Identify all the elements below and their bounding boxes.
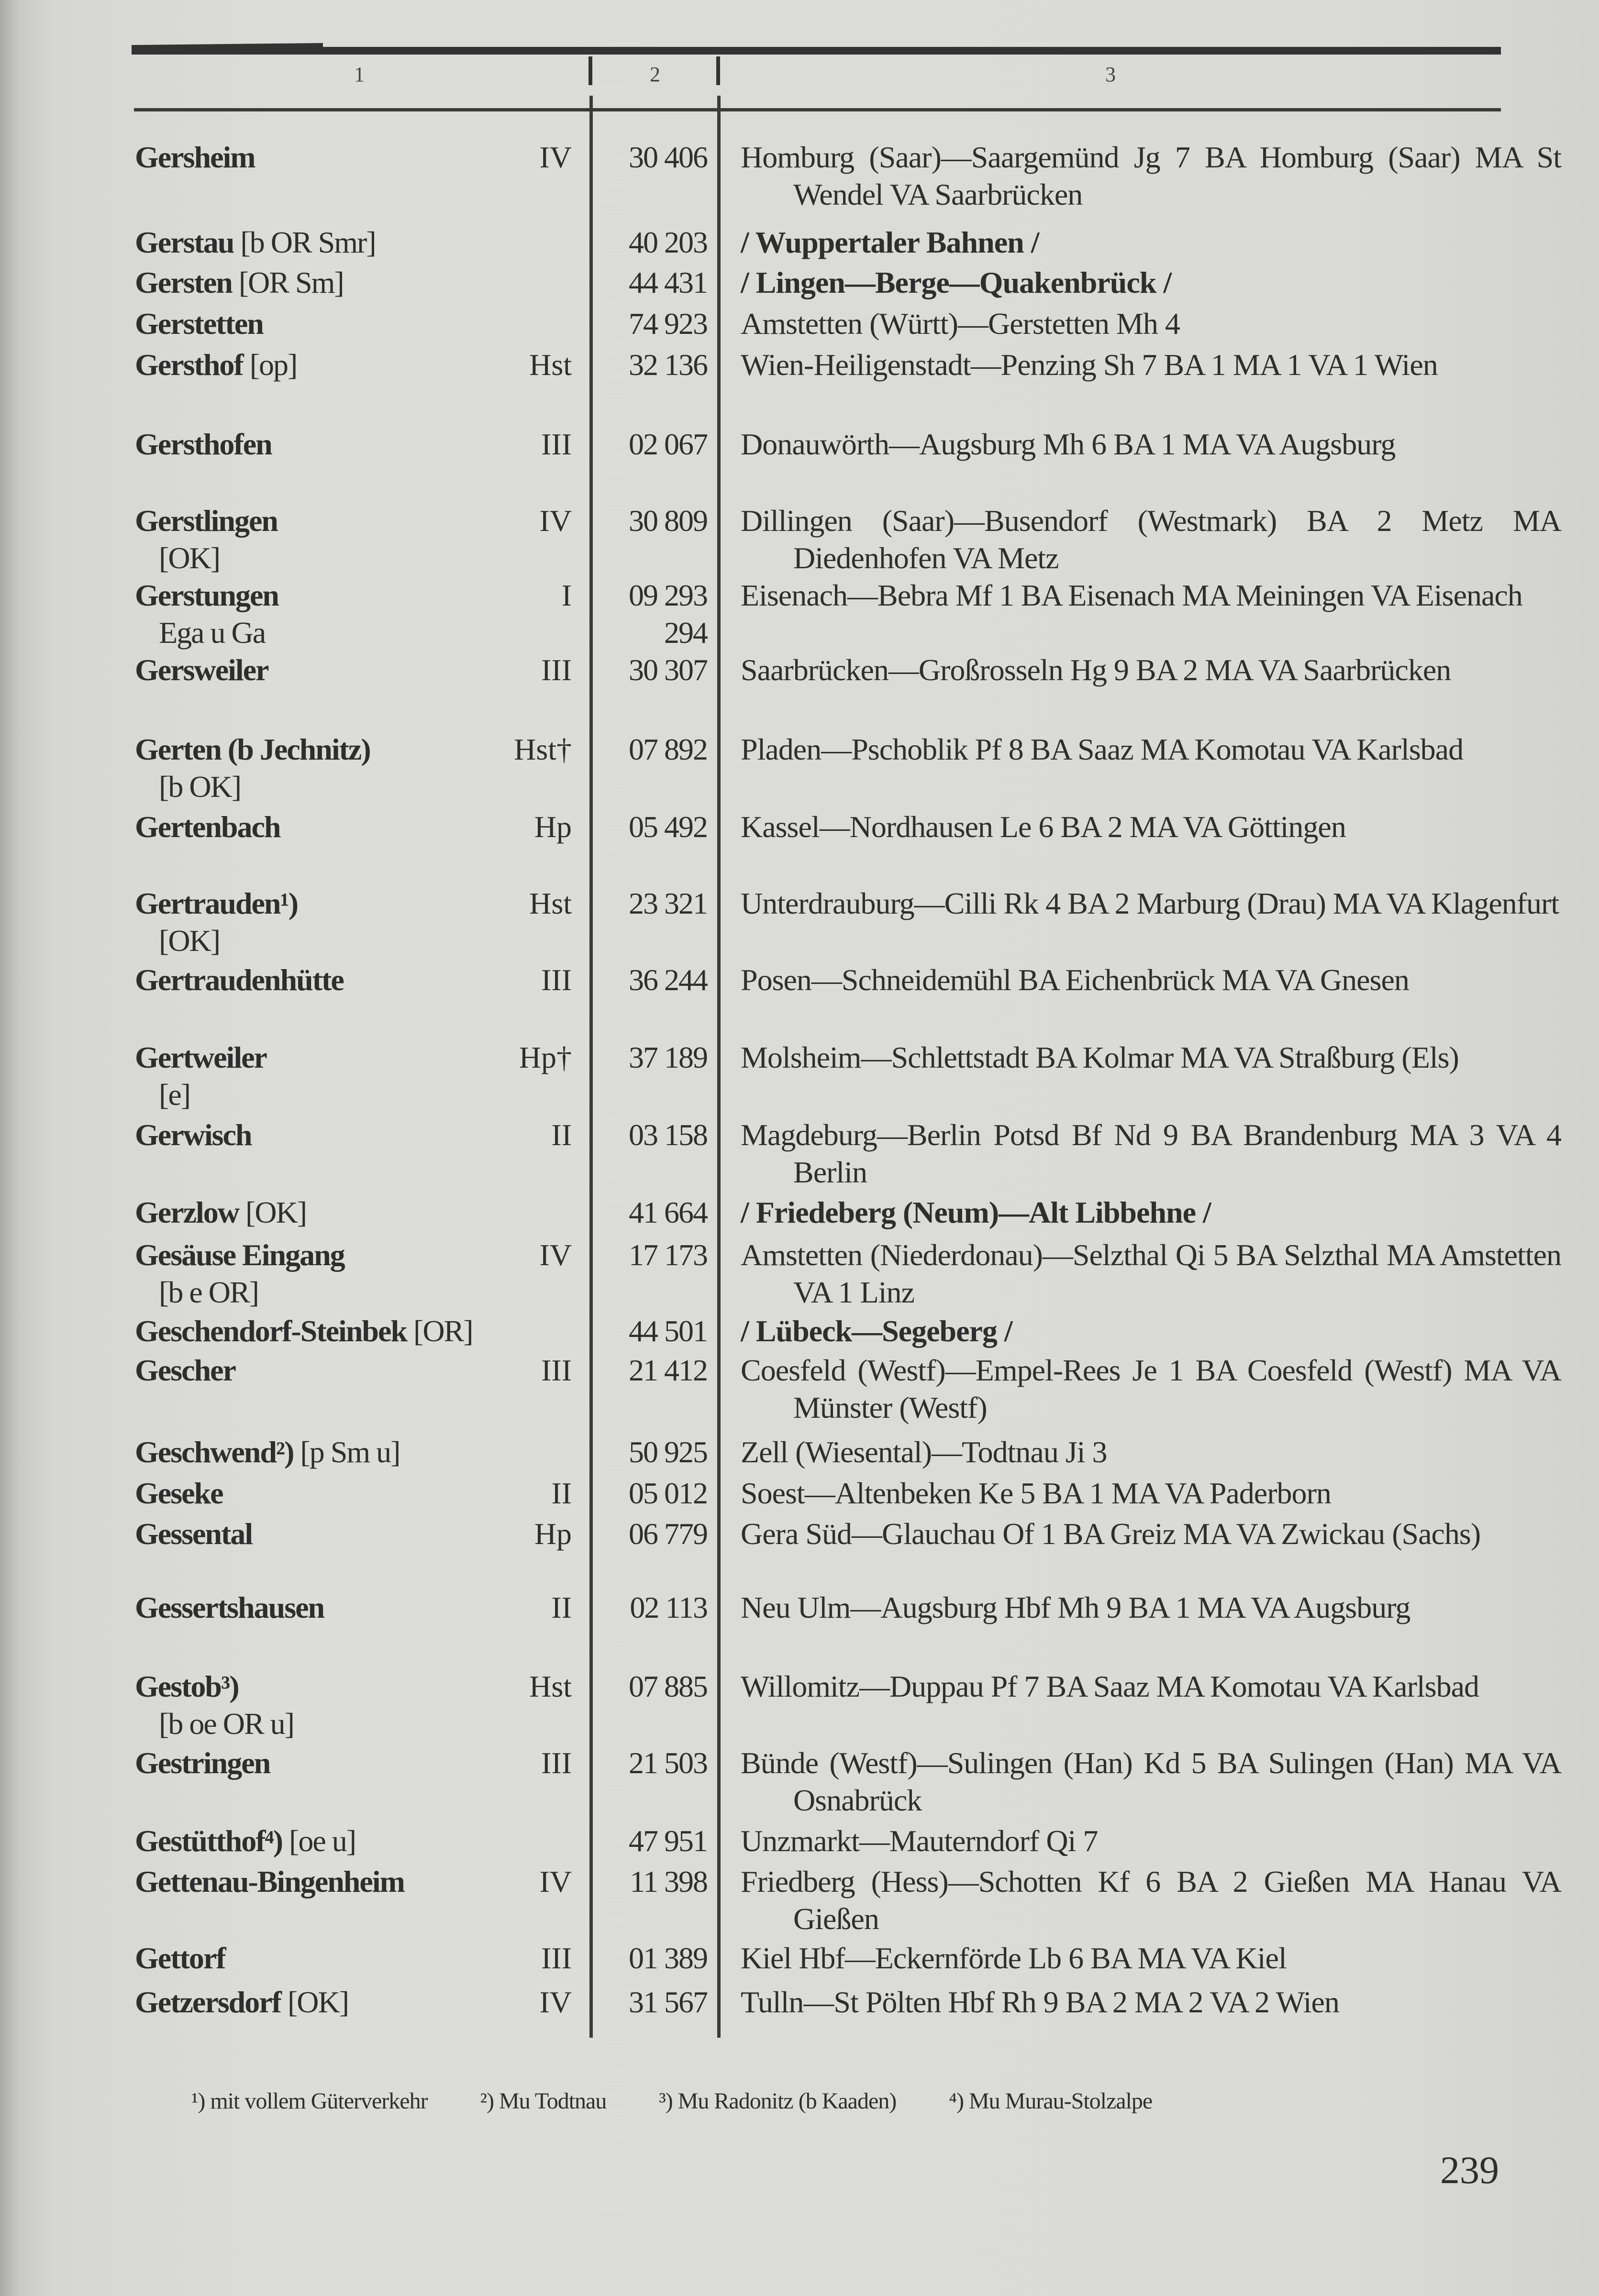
line-number-cell <box>598 1515 707 1553</box>
line-number-cell <box>598 731 707 768</box>
station-name: Gerstetten <box>135 307 263 341</box>
station-name: Gessental <box>135 1517 253 1551</box>
station-name: Gestütthof⁴) <box>135 1824 283 1858</box>
station-note: [OK] <box>287 1985 348 2019</box>
station-class: IV <box>539 1865 572 1899</box>
line-number: 06 779 <box>629 1517 707 1551</box>
station-name: Gersten <box>135 265 232 299</box>
header-top-rule <box>132 47 1501 55</box>
page-number: 239 <box>1440 2148 1499 2192</box>
station-class: III <box>541 1353 572 1387</box>
route-description: Donauwörth—Augsburg Mh 6 BA 1 MA VA Augsburg <box>741 427 1396 461</box>
header-bottom-rule <box>134 108 1501 111</box>
line-number: 03 158 <box>629 1118 707 1152</box>
line-number: 36 244 <box>629 963 707 997</box>
station-class: IV <box>539 1238 572 1272</box>
line-number: 32 136 <box>629 348 707 382</box>
station-name: Gestringen <box>135 1746 270 1780</box>
footnote: ¹) mit vollem Güterverkehr <box>191 2088 428 2114</box>
header-separator <box>716 56 720 85</box>
line-number: 05 492 <box>629 810 707 844</box>
line-number-cell <box>598 1313 707 1350</box>
station-note: [b e OR] <box>159 1275 258 1309</box>
station-class: III <box>541 1941 572 1975</box>
route-description: Homburg (Saar)—Saargemünd Jg 7 BA Homburg (Saar) MA St Wendel VA Saarbrücken <box>741 140 1561 211</box>
station-class: II <box>551 1590 572 1624</box>
line-number-cell <box>598 808 707 846</box>
route-description: / Wuppertaler Bahnen / <box>741 225 1039 259</box>
route-description: Wien-Heiligenstadt—Penzing Sh 7 BA 1 MA 1 VA 1 Wien <box>741 348 1438 382</box>
station-name: Gettorf <box>135 1941 225 1975</box>
station-name: Gerwisch <box>135 1118 252 1152</box>
route-description: Gera Süd—Glauchau Of 1 BA Greiz MA VA Zwickau (Sachs) <box>741 1517 1481 1551</box>
line-number: 01 389 <box>629 1941 707 1975</box>
station-name: Gersthofen <box>135 427 272 461</box>
line-number: 40 203 <box>629 225 707 259</box>
station-note: [b oe OR u] <box>159 1707 294 1741</box>
station-class: Hst <box>529 886 572 920</box>
line-number-cell <box>598 224 707 261</box>
line-number-cell <box>598 1475 707 1512</box>
line-number: 74 923 <box>629 307 707 341</box>
route-description: / Lingen—Berge—Quakenbrück / <box>741 265 1172 299</box>
line-number: 09 293 <box>629 578 707 612</box>
station-name: Gettenau-Bingenheim <box>135 1865 404 1899</box>
route-description: Amstetten (Württ)—Gerstetten Mh 4 <box>741 307 1180 341</box>
station-note: [OR Sm] <box>238 265 344 299</box>
line-number-cell <box>598 1668 707 1705</box>
station-name: Geseke <box>135 1476 223 1510</box>
station-name: Gertweiler <box>135 1040 266 1074</box>
line-number: 17 173 <box>629 1238 707 1272</box>
station-note: [e] <box>159 1078 190 1112</box>
line-number: 44 431 <box>629 265 707 299</box>
station-class: Hp† <box>519 1040 572 1074</box>
line-number-cell <box>598 577 707 651</box>
line-number-cell <box>598 264 707 301</box>
line-number: 30 406 <box>629 140 707 174</box>
station-class: III <box>541 653 572 687</box>
column-header-3: 3 <box>1105 63 1116 86</box>
station-class: IV <box>539 504 572 538</box>
route-description: Eisenach—Bebra Mf 1 BA Eisenach MA Meiningen VA Eisenach <box>741 578 1522 612</box>
station-class: II <box>551 1476 572 1510</box>
line-number-cell <box>598 426 707 463</box>
route-description: Kassel—Nordhausen Le 6 BA 2 MA VA Göttingen <box>741 810 1346 844</box>
station-name: Gertraudenhütte <box>135 963 344 997</box>
line-number: 07 885 <box>629 1669 707 1703</box>
line-number-cell <box>598 1116 707 1154</box>
station-name: Gerzlow <box>135 1195 239 1229</box>
station-name-cell <box>135 1194 566 1231</box>
station-name-cell <box>135 1313 566 1350</box>
line-number-cell <box>598 1434 707 1471</box>
route-description: Magdeburg—Berlin Potsd Bf Nd 9 BA Brandenburg MA 3 VA 4 Berlin <box>741 1118 1561 1189</box>
station-name: Gersheim <box>135 140 255 174</box>
line-number-cell <box>598 1940 707 1977</box>
station-class: III <box>541 963 572 997</box>
route-description: Pladen—Pschoblik Pf 8 BA Saaz MA Komotau VA Karlsbad <box>741 732 1464 766</box>
line-number-cell <box>598 961 707 999</box>
station-class: Hst <box>529 348 572 382</box>
line-number: 11 398 <box>630 1865 707 1899</box>
line-number: 07 892 <box>629 732 707 766</box>
station-note: [p Sm u] <box>300 1435 400 1469</box>
line-number: 41 664 <box>629 1195 707 1229</box>
line-number-cell <box>598 305 707 342</box>
station-name-cell <box>135 224 566 261</box>
station-name: Geschendorf-Steinbek <box>135 1314 407 1348</box>
line-number: 30 307 <box>629 653 707 687</box>
station-note: [op] <box>249 348 297 382</box>
station-name: Gerstau <box>135 225 234 259</box>
route-description: Bünde (Westf)—Sulingen (Han) Kd 5 BA Sulingen (Han) MA VA Osnabrück <box>741 1746 1561 1817</box>
route-description: Posen—Schneidemühl BA Eichenbrück MA VA Gnesen <box>741 963 1409 997</box>
station-name-cell <box>135 1822 566 1860</box>
route-description: Molsheim—Schlettstadt BA Kolmar MA VA Straßburg (Els) <box>741 1040 1459 1074</box>
column-header-2: 2 <box>650 63 660 86</box>
route-description: Tulln—St Pölten Hbf Rh 9 BA 2 MA 2 VA 2 Wien <box>741 1985 1339 2019</box>
station-note: Ega u Ga <box>159 616 266 650</box>
route-description: Soest—Altenbeken Ke 5 BA 1 MA VA Paderborn <box>741 1476 1331 1510</box>
station-name: Gescher <box>135 1353 235 1387</box>
line-number-cell <box>598 885 707 922</box>
footnote: ⁴) Mu Murau-Stolzalpe <box>949 2088 1153 2114</box>
line-number-cell <box>598 502 707 540</box>
footnote: ²) Mu Todtnau <box>480 2088 607 2114</box>
station-name: Gesäuse Eingang <box>135 1238 344 1272</box>
route-description: Coesfeld (Westf)—Empel-Rees Je 1 BA Coesfeld (Westf) MA VA Münster (Westf) <box>741 1353 1561 1424</box>
station-name: Gersthof <box>135 348 243 382</box>
line-number-cell <box>598 651 707 689</box>
station-name: Gertenbach <box>135 810 280 844</box>
line-number-cell <box>598 1984 707 2021</box>
station-name: Gessertshausen <box>135 1590 324 1624</box>
station-class: IV <box>539 140 572 174</box>
station-class: III <box>541 427 572 461</box>
route-description: / Lübeck—Segeberg / <box>741 1314 1012 1348</box>
route-description: Dillingen (Saar)—Busendorf (Westmark) BA 2 Metz MA Diedenhofen VA Metz <box>741 504 1561 575</box>
station-class: II <box>551 1118 572 1152</box>
route-description: Unterdrauburg—Cilli Rk 4 BA 2 Marburg (Drau) MA VA Klagenfurt <box>741 886 1559 920</box>
line-number: 47 951 <box>629 1824 707 1858</box>
route-description: / Friedeberg (Neum)—Alt Libbehne / <box>741 1195 1211 1229</box>
line-number: 30 809 <box>629 504 707 538</box>
station-note: [OR] <box>413 1314 473 1348</box>
station-name: Gestob³) <box>135 1669 239 1703</box>
line-number: 02 113 <box>630 1590 707 1624</box>
station-class: I <box>561 578 572 612</box>
line-number: 23 321 <box>629 886 707 920</box>
line-number: 21 412 <box>629 1353 707 1387</box>
line-number-cell <box>598 139 707 176</box>
line-number: 02 067 <box>629 427 707 461</box>
station-name: Gerten (b Jechnitz) <box>135 732 370 766</box>
line-number: 21 503 <box>629 1746 707 1780</box>
route-description: Unzmarkt—Mauterndorf Qi 7 <box>741 1824 1098 1858</box>
station-class: IV <box>539 1985 572 2019</box>
line-number: 294 <box>664 616 707 650</box>
station-name: Geschwend²) <box>135 1435 294 1469</box>
line-number-cell <box>598 1039 707 1076</box>
station-note: [oe u] <box>289 1824 356 1858</box>
station-note: [b OR Smr] <box>240 225 376 259</box>
line-number-cell <box>598 1236 707 1274</box>
station-name: Gerstlingen <box>135 504 278 538</box>
line-number: 37 189 <box>629 1040 707 1074</box>
station-name-cell <box>135 264 566 301</box>
column-divider <box>717 96 721 2038</box>
header-separator <box>589 56 592 85</box>
column-divider <box>589 96 593 2038</box>
line-number: 05 012 <box>629 1476 707 1510</box>
column-header-1: 1 <box>354 63 365 86</box>
footnotes <box>191 2088 1483 2114</box>
station-name: Gersweiler <box>135 653 268 687</box>
station-name-cell <box>135 305 566 342</box>
footnote: ³) Mu Radonitz (b Kaaden) <box>659 2088 897 2114</box>
station-class: Hp <box>534 810 572 844</box>
line-number-cell <box>598 1194 707 1231</box>
route-description: Amstetten (Niederdonau)—Selzthal Qi 5 BA Selzthal MA Amstetten VA 1 Linz <box>741 1238 1561 1309</box>
line-number-cell <box>598 1589 707 1626</box>
station-name: Getzersdorf <box>135 1985 281 2019</box>
route-description: Saarbrücken—Großrosseln Hg 9 BA 2 MA VA Saarbrücken <box>741 653 1451 687</box>
station-name-cell <box>135 1434 566 1471</box>
route-description: Friedberg (Hess)—Schotten Kf 6 BA 2 Gießen MA Hanau VA Gießen <box>741 1865 1561 1936</box>
station-note: [OK] <box>245 1195 307 1229</box>
line-number-cell <box>598 1822 707 1860</box>
line-number: 44 501 <box>629 1314 707 1348</box>
route-description: Neu Ulm—Augsburg Hbf Mh 9 BA 1 MA VA Augsburg <box>741 1590 1410 1624</box>
line-number: 31 567 <box>629 1985 707 2019</box>
line-number-cell <box>598 1352 707 1389</box>
route-description: Zell (Wiesental)—Todtnau Ji 3 <box>741 1435 1107 1469</box>
station-note: [b OK] <box>159 770 241 804</box>
route-description: Kiel Hbf—Eckernförde Lb 6 BA MA VA Kiel <box>741 1941 1287 1975</box>
line-number-cell <box>598 1744 707 1782</box>
route-description: Willomitz—Duppau Pf 7 BA Saaz MA Komotau VA Karlsbad <box>741 1669 1479 1703</box>
line-number-cell <box>598 1863 707 1900</box>
station-class: Hp <box>534 1517 572 1551</box>
station-class: III <box>541 1746 572 1780</box>
station-note: [OK] <box>159 541 220 575</box>
station-class: Hst <box>529 1669 572 1703</box>
station-name: Gerstungen <box>135 578 278 612</box>
line-number: 50 925 <box>629 1435 707 1469</box>
station-class: Hst† <box>514 732 572 766</box>
line-number-cell <box>598 346 707 384</box>
station-note: [OK] <box>159 924 220 958</box>
station-name: Gertrauden¹) <box>135 886 298 920</box>
